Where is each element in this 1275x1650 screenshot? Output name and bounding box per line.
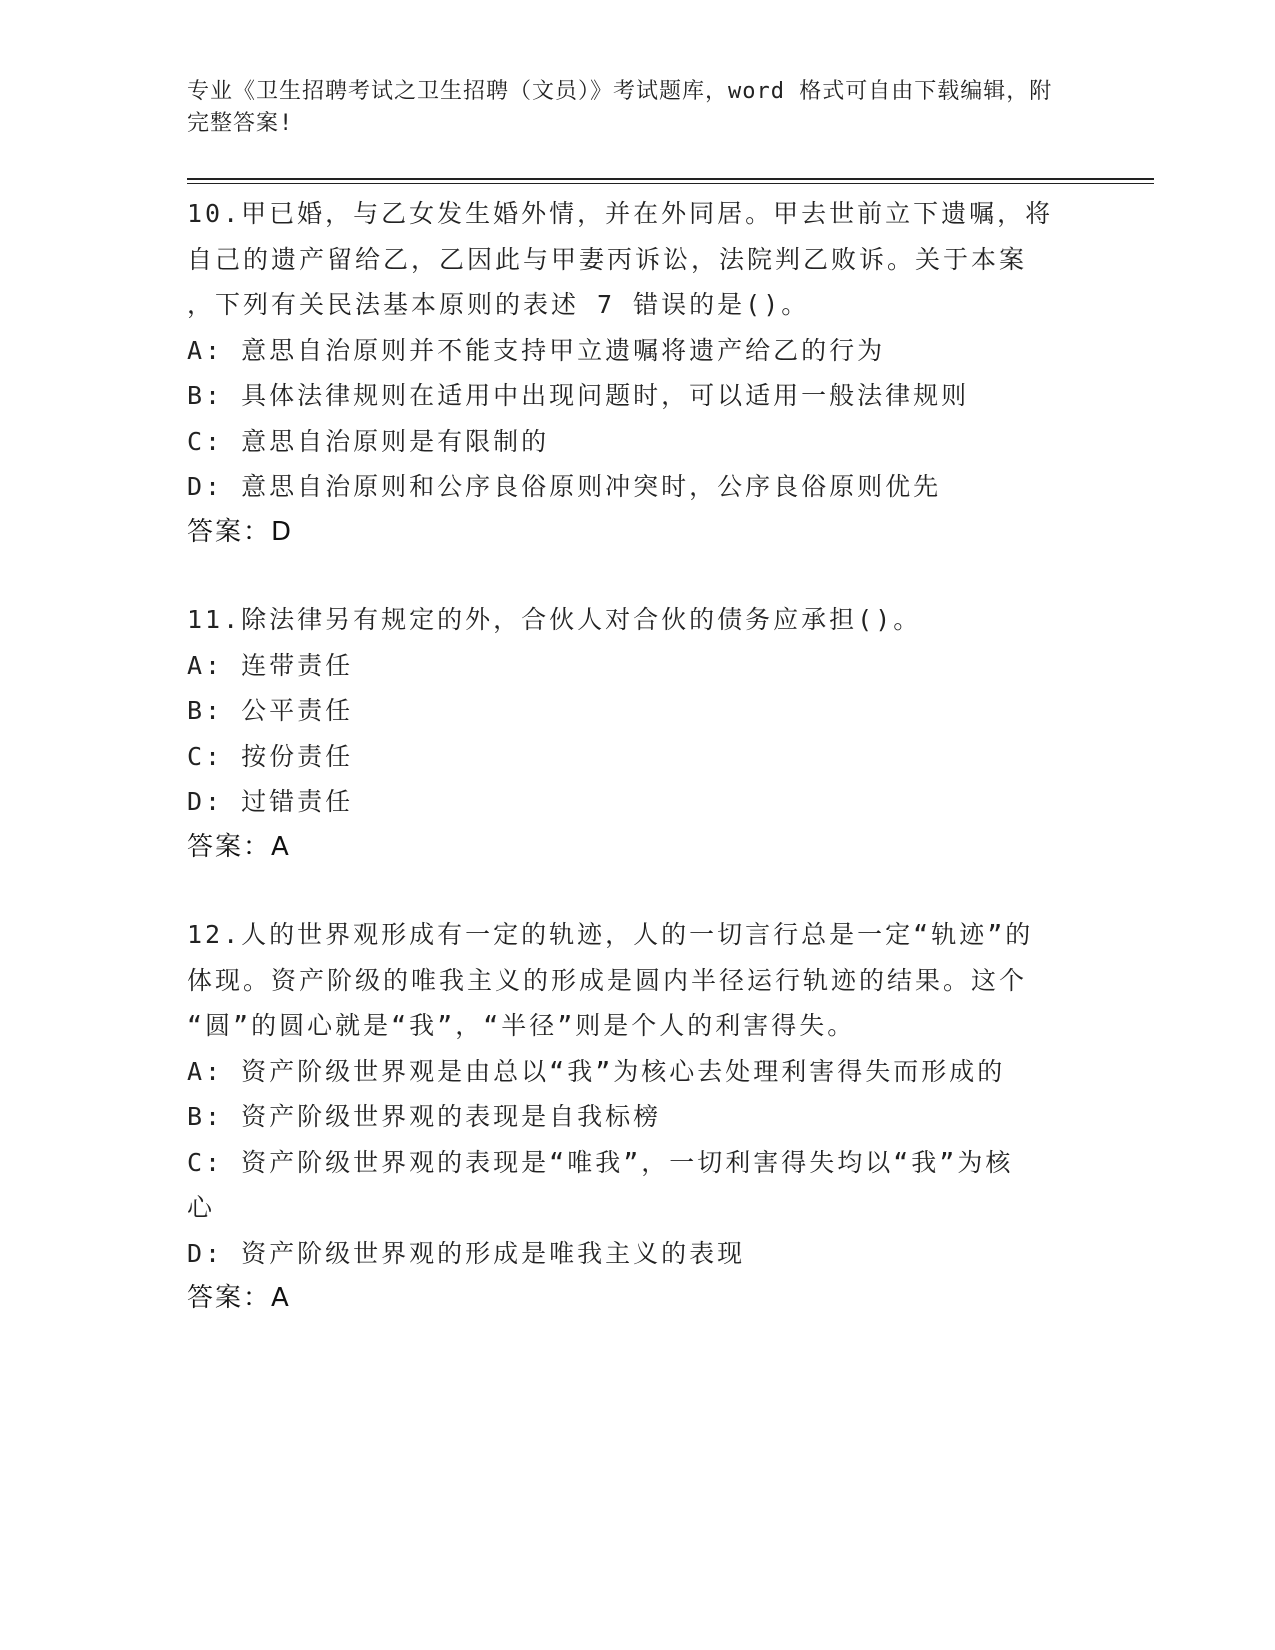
option-d: D: 意思自治原则和公序良俗原则冲突时，公序良俗原则优先 xyxy=(187,472,942,501)
question-stem-line: ，下列有关民法基本原则的表述 7 错误的是()。 xyxy=(187,290,810,319)
option-b: B: 资产阶级世界观的表现是自我标榜 xyxy=(187,1102,662,1131)
question-stem-line: 12.人的世界观形成有一定的轨迹，人的一切言行总是一定“轨迹”的 xyxy=(187,920,1034,949)
divider-line-thick xyxy=(187,178,1154,180)
header-divider xyxy=(187,178,1154,184)
option-b: B: 公平责任 xyxy=(187,696,354,725)
option-a: A: 连带责任 xyxy=(187,650,354,680)
question-stem-line: 10.甲已婚，与乙女发生婚外情，并在外同居。甲去世前立下遗嘱，将 xyxy=(187,199,1054,228)
question-list xyxy=(187,191,1067,1364)
option-c: C: 意思自治原则是有限制的 xyxy=(187,426,550,456)
option-b: B: 具体法律规则在适用中出现问题时，可以适用一般法律规则 xyxy=(187,381,970,410)
answer-label: 答案：A xyxy=(187,831,291,862)
option-c: C: 按份责任 xyxy=(187,741,354,771)
answer-label: 答案：D xyxy=(187,516,294,547)
option-c-continued: 心 xyxy=(187,1193,216,1222)
option-a: A: 资产阶级世界观是由总以“我”为核心去处理利害得失而形成的 xyxy=(187,1056,1006,1086)
option-d: D: 过错责任 xyxy=(187,787,354,816)
question-stem-line: 11.除法律另有规定的外，合伙人对合伙的债务应承担()。 xyxy=(187,605,922,634)
document-header: 专业《卫生招聘考试之卫生招聘（文员）》考试题库，word 格式可自由下载编辑，附完整答案! xyxy=(187,79,1053,136)
question-stem-line: “圆”的圆心就是“我”，“半径”则是个人的利害得失。 xyxy=(187,1011,856,1040)
question-stem-line: 体现。资产阶级的唯我主义的形成是圆内半径运行轨迹的结果。这个 xyxy=(187,965,1028,995)
divider-line-thin xyxy=(187,183,1154,184)
answer-label: 答案：A xyxy=(187,1283,291,1313)
option-c: C: 资产阶级世界观的表现是“唯我”，一切利害得失均以“我”为核 xyxy=(187,1147,1014,1177)
question-stem-line: 自己的遗产留给乙，乙因此与甲妻丙诉讼，法院判乙败诉。关于本案 xyxy=(187,244,1028,274)
option-a: A: 意思自治原则并不能支持甲立遗嘱将遗产给乙的行为 xyxy=(187,335,886,365)
question-12 xyxy=(187,912,1067,1322)
option-d: D: 资产阶级世界观的形成是唯我主义的表现 xyxy=(187,1238,746,1268)
question-10 xyxy=(187,191,1067,555)
question-11 xyxy=(187,597,1067,870)
